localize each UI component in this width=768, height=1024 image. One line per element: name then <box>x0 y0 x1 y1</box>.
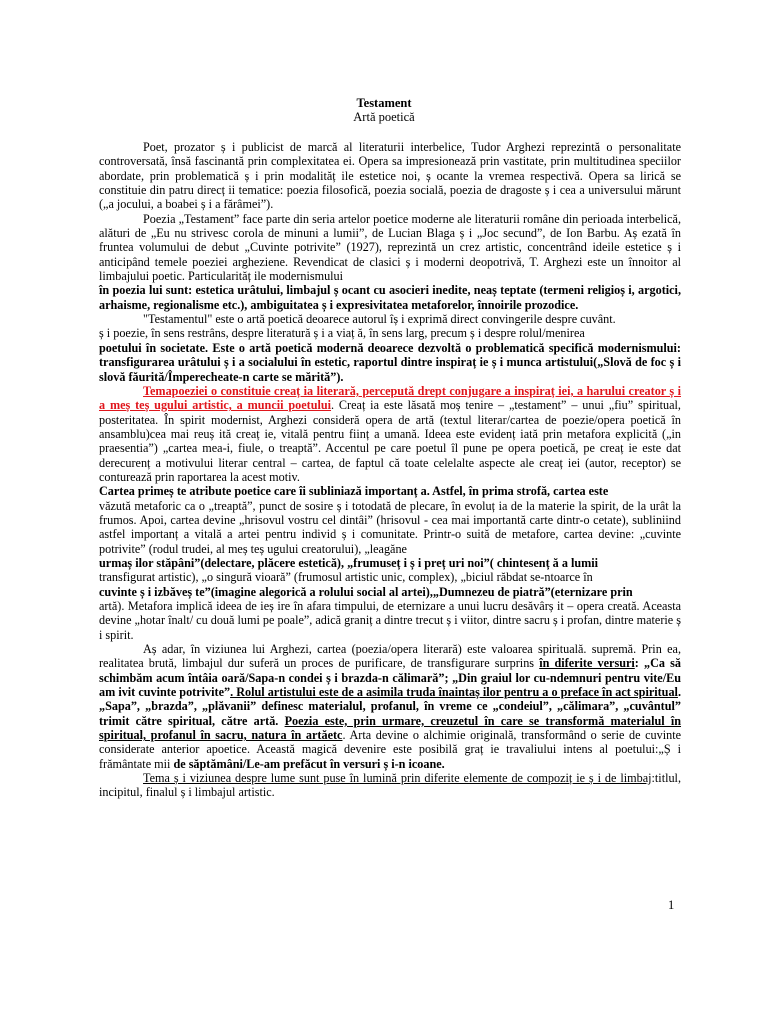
closing-verse: de săptămâni/Le-am prefăcut în versuri ș i-n icoane. <box>173 756 445 771</box>
paragraph-composition <box>99 771 681 800</box>
paragraph-book-f: artă). Metafora implică ideea de ieș ire în afara timpului, de eternizare a unui lucru desăvârș it – opera creată. Aceasta devine „hotar înalt/ cu două lumi pe poale”, adică graniț a dintre trecut ș i viitor, dintre sacru ș i profan, dintre materie ș i spirit. <box>99 599 681 642</box>
book-attributes: Cartea primeș te atribute poetice care îi subliniază importanț a. Astfel, în prima strofă, cartea este <box>99 484 609 499</box>
paragraph-book-c <box>99 556 681 570</box>
ars-poetica-bold: poetului în societate. Este o artă poetică modernă deoarece dezvoltă o problematică specifică modernismului: transfigurarea urâtului ș i a socialului în estetic, raportul dintre inspiraț ie ș i munca artistului(„Slovă de foc ș i slovă făurită/Împerecheate-n carte se mărită”). <box>99 340 681 384</box>
god-of-stone-metaphor: cuvinte ș i izbăveș te”(imagine alegorică a rolului social al artei),„Dumnezeu de piatră”(eternizare prin <box>99 584 633 599</box>
artist-role: . Rolul artistului este de a asimila truda înaintaș ilor pentru a o preface în act spiritual <box>230 685 678 700</box>
paragraph-ars-poetica-b: ș i poezie, în sens restrâns, despre literatură ș i a viaț ă, în sens larg, precum ș i despre rolul/menirea <box>99 326 585 341</box>
paragraph-book: văzută metaforic ca o „treaptă”, punct de sosire ș i totodată de plecare, în evoluț ia de la materie la spirit, de la urât la frumos. Apoi, cartea devine „hrisovul vostru cel dintâi” (hrisovul - cea mai importantă carte dintr-o cetate), subliniind astfel importanț a vitală a artei pentru individ ș i comunitate. Printr-o suită de metafore, cartea devine: „cuvinte potrivite” (rodul trudei, al meș teș ugului creatorului), „leagăne <box>99 498 681 556</box>
modernism-traits: în poezia lui sunt: estetica urâtului, limbajul ș ocant cu asocieri inedite, neaș teptate (termeni religioș i, argotici, arhaisme, regionalisme etc.), ambiguitatea ș i expresivitatea metaforelor, înnoirile prozodice. <box>99 283 681 312</box>
paragraph-book-d: transfigurat artistic), „o singură vioară” (frumosul artistic unic, complex), „biciul răbdat se-ntoarce în <box>99 570 593 585</box>
heirs-metaphor: urmaș ilor stăpâni”(delectare, plăcere estetică), „frumuseț i ș i preț uri noi”( chintesenț ă a lumii <box>99 555 599 570</box>
material-spiritual: . „Sapa”, „brazda”, „plăvanii” definesc materialul, profanul, în vreme ce „condeiul”, „călimara”, „cuvântul” trimit către spiritual, către artă. <box>99 685 681 728</box>
theme-highlight: Temapoeziei o constituie creaț ia literară, percepută drept conjugare a inspiraț iei, a harului creator ș i a meș teș ugului artistic, a muncii poetului <box>99 383 681 413</box>
paragraph-theme <box>99 384 681 484</box>
theme-text: . Creaț ia este lăsată moș tenire – „testament” – unui „fiu” spiritual, posteritatea. În spirit modernist, Arghezi consideră opera de artă (textul literar/cartea de poezie/opera poetică în ansamblu)cea mai reuș ită creaț ie, vitală pentru ființ a umană. Ideea este evidenț iată prin metafora explicită („in praesentia”) „cartea mea-i, fiule, o treaptă”. Accentul pe care poetul îl pune pe opera poetică, pe creaț ie este dat derecurenț a motivului literar central – cartea, de faptul că toate celelalte aspecte ale creaț iei (autor, receptor) se conturează prin raportarea la acest motiv. <box>99 398 681 484</box>
vision-text: Aș adar, în viziunea lui Arghezi, cartea (poezia/opera literară) este valoarea spirituală. supremă. Prin ea, realitatea brută, limbajul dur suferă un proces de purificare, de transfigurare surprins <box>99 642 681 671</box>
composition-list: :titlul, incipitul, finalul ș i limbajul artistic. <box>99 771 681 800</box>
paragraph-book-bold <box>99 484 681 498</box>
document-subtitle: Artă poetică <box>353 110 415 124</box>
page-number: 1 <box>668 898 675 912</box>
paragraph-context: Poezia „Testament” face parte din seria artelor poetice moderne ale literaturii române din perioada interbelică, alături de „Eu nu strivesc corola de minuni a lumii”, de Lucian Blaga ș i „Joc secund”, de Ion Barbu. Aș ezată în fruntea volumului de debut „Cuvinte potrivite” (1927), reprezintă un crez artistic, concentrând ideile estetice ș i anticipând temele poeziei argheziene. Revendicat de clasici ș i moderni deopotrivă, T. Arghezi este un înnoitor al limbajului poetic. Particularităț ile modernismului <box>99 211 681 284</box>
vision-verses: : „Ca să schimbăm acum întâia oară/Sapa-n condei ș i brazda-n călimară”; „Din graiul lor cu-ndemnuri pentru vite/Eu am ivit cuvinte potrivite” <box>99 656 681 700</box>
paragraph-ars-poetica-a: "Testamentul" este o artă poetică deoarece autorul îș i exprimă direct convingerile despre cuvânt. <box>143 312 616 327</box>
paragraph-modernism <box>99 283 681 312</box>
poetry-crucible: Poezia este, prin urmare, creuzetul în care se transformă materialul în spiritual, profanul în sacru, natura în artăetc <box>99 713 682 743</box>
composition-elements: Tema ș i viziunea despre lume sunt puse în lumină prin diferite elemente de compoziț ie ș i de limbaj <box>143 771 652 786</box>
paragraph-ars-poetica-c <box>99 341 681 384</box>
document-body <box>99 140 681 800</box>
vision-verses-label: în diferite versuri <box>539 656 635 671</box>
paragraph-intro: Poet, prozator ș i publicist de marcă al literaturii interbelice, Tudor Arghezi reprezintă o personalitate controversată, însă fascinantă prin complexitatea ei. Opera sa impresionează prin vastitate, prin multitudinea speciilor abordate, prin problematică ș i prin modalităț ile estetice noi, ș ocante la vremea respectivă. Opera sa lirică se constituie din patru direcț ii tematice: poezia filosofică, poezia socială, poezia de dragoste ș i cea a universului mărunt („a jocului, a boabei ș i a fărâmei”). <box>99 140 681 212</box>
alchemy-text: . Arta devine o alchimie originală, transformând o serie de cuvinte considerate anterior apoetice. Această magică devenire este posibilă graț ie travaliului intens al poetului:„Ș i frământate mii <box>99 728 681 771</box>
paragraph-book-e <box>99 585 681 599</box>
document-title: Testament <box>356 96 412 110</box>
paragraph-vision <box>99 642 681 771</box>
